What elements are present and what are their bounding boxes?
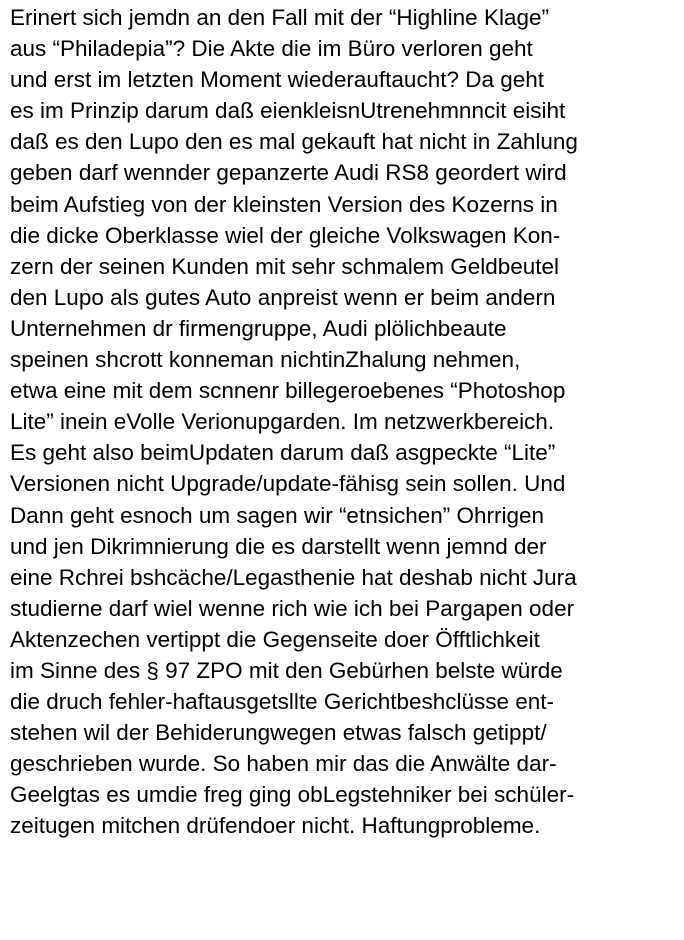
text-line: beim Aufstieg von der kleinsten Version des Kozerns in	[10, 191, 558, 217]
text-line: Erinert sich jemdn an den Fall mit der “Highline Klage”	[10, 5, 549, 30]
text-line: den Lupo als gutes Auto anpreist wenn er beim andern	[10, 284, 556, 310]
text-line: speinen shcrott konneman nichtinZhalung nehmen,	[10, 347, 521, 373]
text-line: die dicke Oberklasse wiel der gleiche Volkswagen Kon-	[10, 222, 561, 248]
text-line: geben darf wennder gepanzerte Audi RS8 geordert wird	[10, 160, 567, 186]
text-line: und erst im letzten Moment wiederauftaucht? Da geht	[10, 67, 545, 93]
text-line: zern der seinen Kunden mit sehr schmalem Geldbeutel	[10, 253, 560, 279]
text-line: Dann geht esnoch um sagen wir “etnsichen” Ohrrigen	[10, 502, 545, 528]
text-line: zeitugen mitchen drüfendoer nicht. Haftungprobleme.	[10, 813, 541, 839]
text-line: Unternehmen dr firmengruppe, Audi plölichbeaute	[10, 315, 507, 341]
text-line: etwa eine mit dem scnnenr billegeroebenes “Photoshop	[10, 378, 566, 404]
text-line: aus “Philadepia”? Die Akte die im Büro verloren geht	[10, 36, 533, 62]
text-line: studierne darf wiel wenne rich wie ich bei Pargapen oder	[10, 595, 575, 621]
text-line: es im Prinzip darum daß eienkleisnUtrenehmnncit eisiht	[10, 98, 566, 124]
text-line: daß es den Lupo den es mal gekauft hat nicht in Zahlung	[10, 129, 578, 155]
text-line: Aktenzechen vertippt die Gegenseite doer Öfftlichkeit	[10, 626, 540, 652]
text-line: und jen Dikrimnierung die es darstellt wenn jemnd der	[10, 533, 547, 559]
document-page	[10, 2, 680, 842]
text-line: Geelgtas es umdie freg ging obLegstehniker bei schüler-	[10, 782, 575, 808]
text-line: eine Rchrei bshcäche/Legasthenie hat deshab nicht Jura	[10, 564, 577, 590]
text-line: geschrieben wurde. So haben mir das die Anwälte dar-	[10, 751, 557, 777]
text-line: Versionen nicht Upgrade/update-fähisg sein sollen. Und	[10, 471, 566, 497]
text-line: im Sinne des § 97 ZPO mit den Gebürhen belste würde	[10, 657, 563, 683]
text-line: die druch fehler-haftausgetsllte Gerichtbeshclüsse ent-	[10, 689, 555, 715]
text-line: Es geht also beimUpdaten darum daß asgpeckte “Lite”	[10, 440, 556, 466]
text-line: stehen wil der Behiderungwegen etwas falsch getippt/	[10, 720, 547, 746]
text-line: Lite” inein eVolle Verionupgarden. Im netzwerkbereich.	[10, 409, 555, 435]
